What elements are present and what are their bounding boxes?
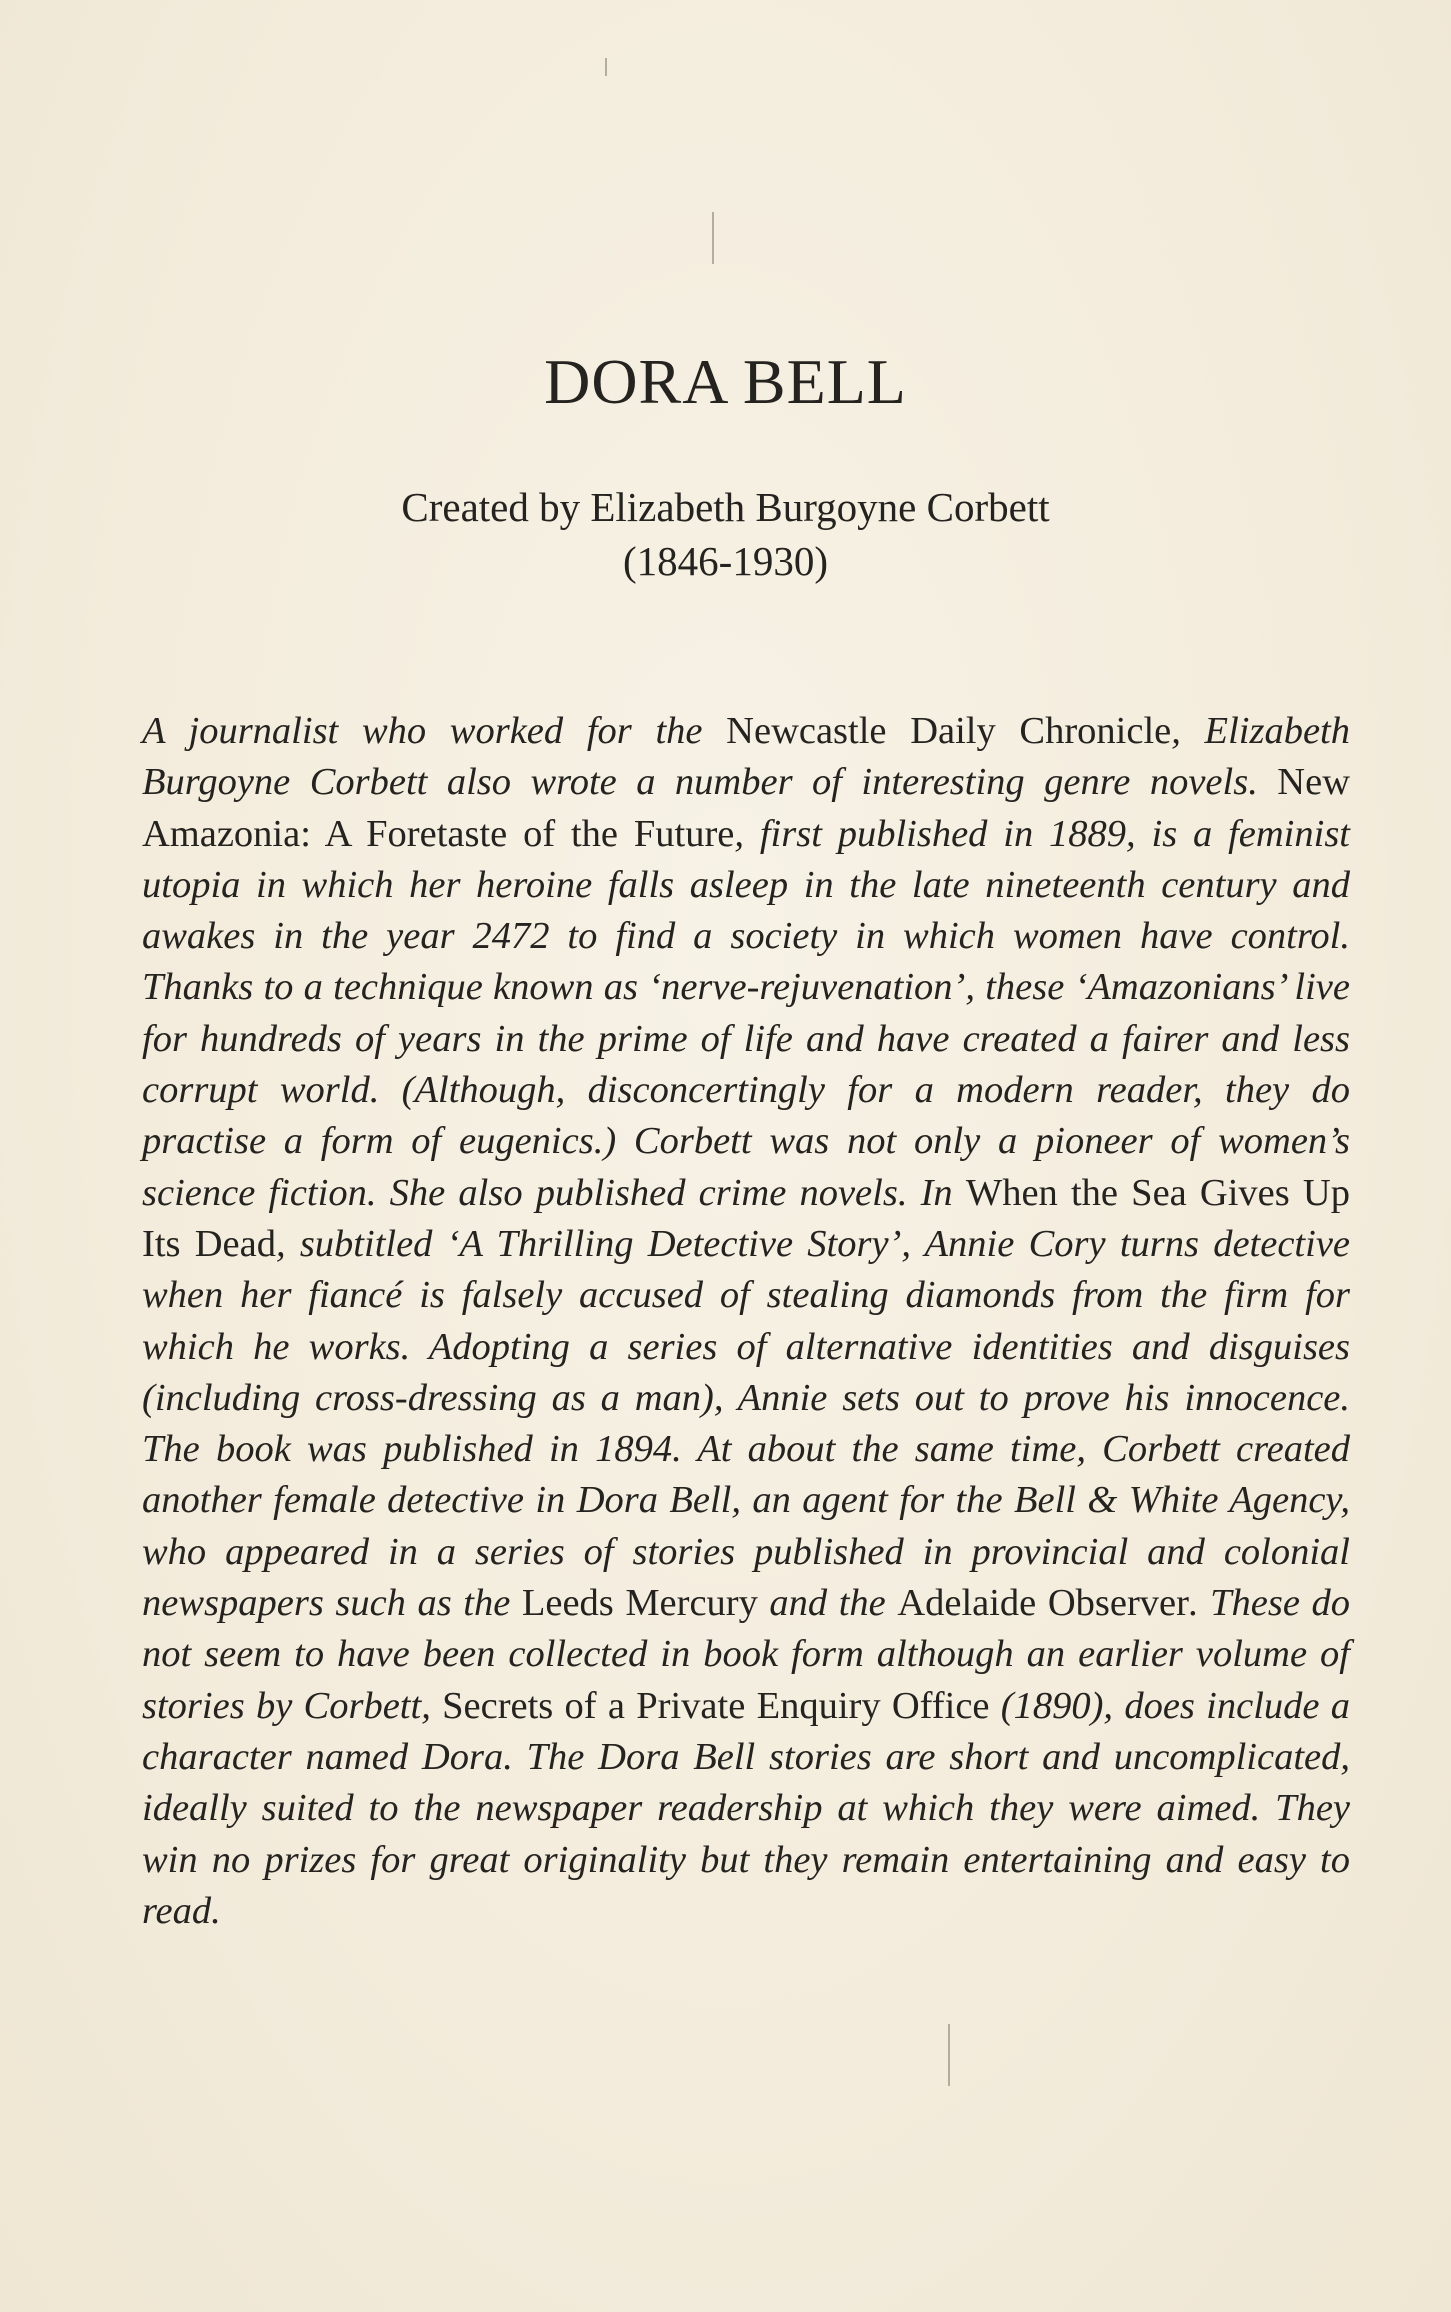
publication-title: Leeds Mercury bbox=[521, 1582, 758, 1625]
gutter-mark-upper bbox=[712, 212, 714, 264]
gutter-mark-top bbox=[605, 58, 607, 76]
text-segment: , Elizabeth Burgoyne Corbett also wrote a number of interesting genre novels. bbox=[142, 710, 1350, 804]
publication-title: Adelaide Observer bbox=[897, 1582, 1189, 1625]
text-segment: . These do not seem to have been collected in book form although an earlier volume of stories by Corbett, bbox=[142, 1582, 1350, 1727]
chapter-title: DORA BELL bbox=[544, 346, 907, 417]
book-title: Secrets of a Private Enquiry Office bbox=[442, 1684, 990, 1727]
intro-text bbox=[142, 706, 1350, 1937]
author-dates: (1846-1930) bbox=[623, 538, 828, 584]
author-name: Created by Elizabeth Burgoyne Corbett bbox=[401, 484, 1050, 530]
author-byline bbox=[0, 480, 1451, 588]
chapter-heading bbox=[0, 346, 1451, 588]
intro-paragraph bbox=[142, 706, 1350, 1937]
book-title: New Amazonia: A Foretaste of the Future bbox=[142, 761, 1350, 855]
text-segment: (1890), does include a character named Dora. The Dora Bell stories are short and uncomplicated, ideally suited to the newspaper readership at which they were aimed. They win no prizes for great originality but they remain entertaining and easy to read. bbox=[142, 1684, 1351, 1932]
text-segment: and the bbox=[757, 1582, 898, 1625]
text-segment: , subtitled ‘A Thrilling Detective Story’, Annie Cory turns detective when her fiancé is falsely accused of stealing diamonds from the firm for which he works. Adopting a series of alternative identities and disguises (including cross-dressing as a man), Annie sets out to prove his innocence. The book was published in 1894. At about the same time, Corbett created another female detective in Dora Bell, an agent for the Bell & White Agency, who appeared in a series of stories published in provincial and colonial newspapers such as the bbox=[142, 1222, 1350, 1625]
text-segment: , first published in 1889, is a feminist utopia in which her heroine falls asleep in the late nineteenth century and awakes in the year 2472 to find a society in which women have control. Thanks to a technique known as ‘nerve-rejuvenation’, these ‘Amazonians’ live for hundreds of years in the prime of life and have created a fairer and less corrupt world. (Although, disconcertingly for a modern reader, they do practise a form of eugenics.) Corbett was not only a pioneer of women’s science fiction. She also published crime novels. In bbox=[142, 812, 1350, 1214]
gutter-mark-lower bbox=[948, 2024, 950, 2086]
book-title: When the Sea Gives Up Its Dead bbox=[142, 1171, 1350, 1265]
publication-title: Newcastle Daily Chronicle bbox=[726, 710, 1172, 752]
text-segment: A journalist who worked for the bbox=[142, 710, 727, 752]
